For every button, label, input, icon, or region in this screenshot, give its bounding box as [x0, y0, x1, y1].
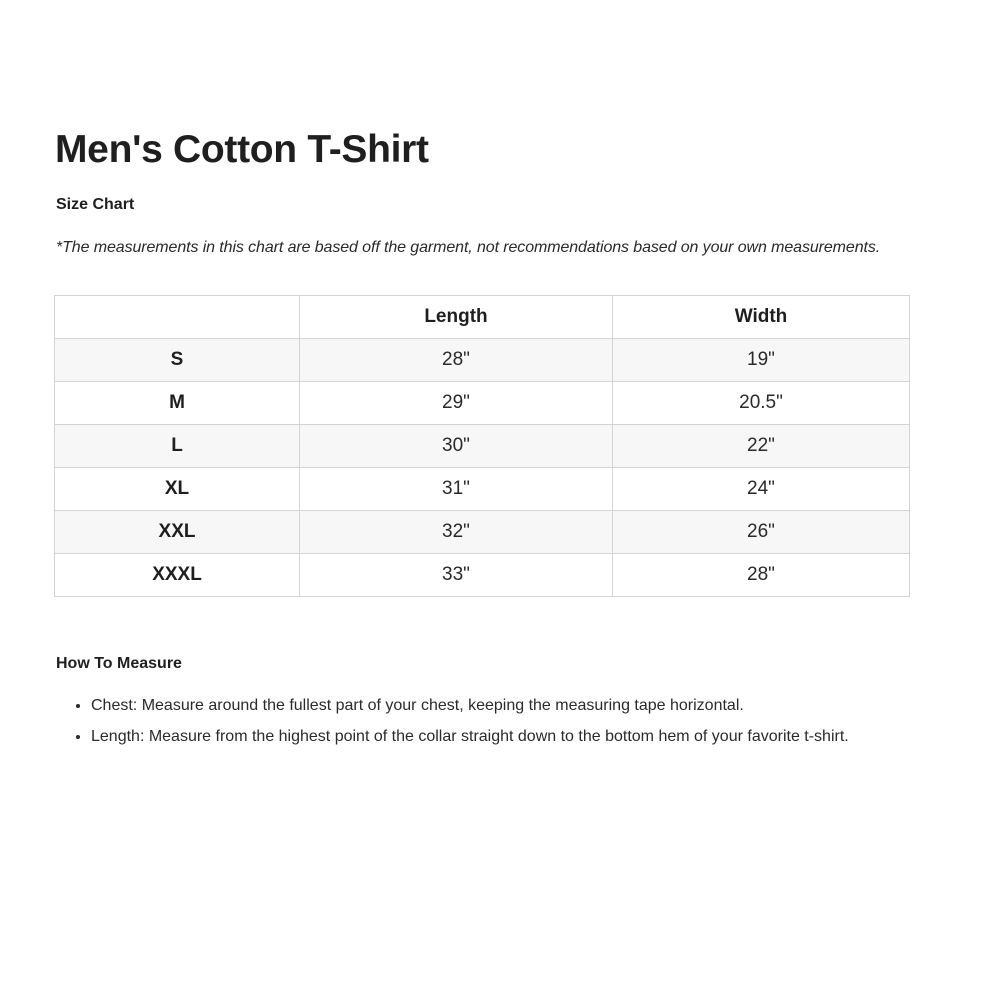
- table-header-row: [55, 296, 910, 339]
- table-row: [55, 425, 910, 468]
- width-cell: 26": [613, 511, 910, 554]
- size-cell: M: [55, 382, 300, 425]
- length-cell: 30": [300, 425, 613, 468]
- section-title-how-to-measure: How To Measure: [56, 655, 182, 672]
- size-cell: XXXL: [55, 554, 300, 597]
- page-title: Men's Cotton T-Shirt: [55, 128, 429, 171]
- length-cell: 31": [300, 468, 613, 511]
- width-cell: 28": [613, 554, 910, 597]
- header-width: Width: [613, 296, 910, 339]
- size-cell: XXL: [55, 511, 300, 554]
- length-cell: 28": [300, 339, 613, 382]
- table-row: [55, 339, 910, 382]
- list-item: • Chest: Measure around the fullest part of your chest, keeping the measuring tape horizontal.: [91, 696, 991, 716]
- width-cell: 20.5": [613, 382, 910, 425]
- table-row: [55, 511, 910, 554]
- list-item: • Length: Measure from the highest point of the collar straight down to the bottom hem of your favorite t-shirt.: [91, 727, 991, 747]
- length-cell: 29": [300, 382, 613, 425]
- measure-instructions-list: [56, 696, 991, 758]
- size-cell: XL: [55, 468, 300, 511]
- section-title-size-chart: Size Chart: [56, 196, 135, 213]
- table-row: [55, 382, 910, 425]
- measurement-note: *The measurements in this chart are based off the garment, not recommendations based on your own measurements.: [56, 239, 881, 256]
- table-row: [55, 554, 910, 597]
- size-chart-table: [54, 295, 910, 597]
- header-size: [55, 296, 300, 339]
- size-cell: S: [55, 339, 300, 382]
- header-length: Length: [300, 296, 613, 339]
- length-cell: 33": [300, 554, 613, 597]
- size-cell: L: [55, 425, 300, 468]
- length-cell: 32": [300, 511, 613, 554]
- width-cell: 22": [613, 425, 910, 468]
- table-row: [55, 468, 910, 511]
- width-cell: 24": [613, 468, 910, 511]
- width-cell: 19": [613, 339, 910, 382]
